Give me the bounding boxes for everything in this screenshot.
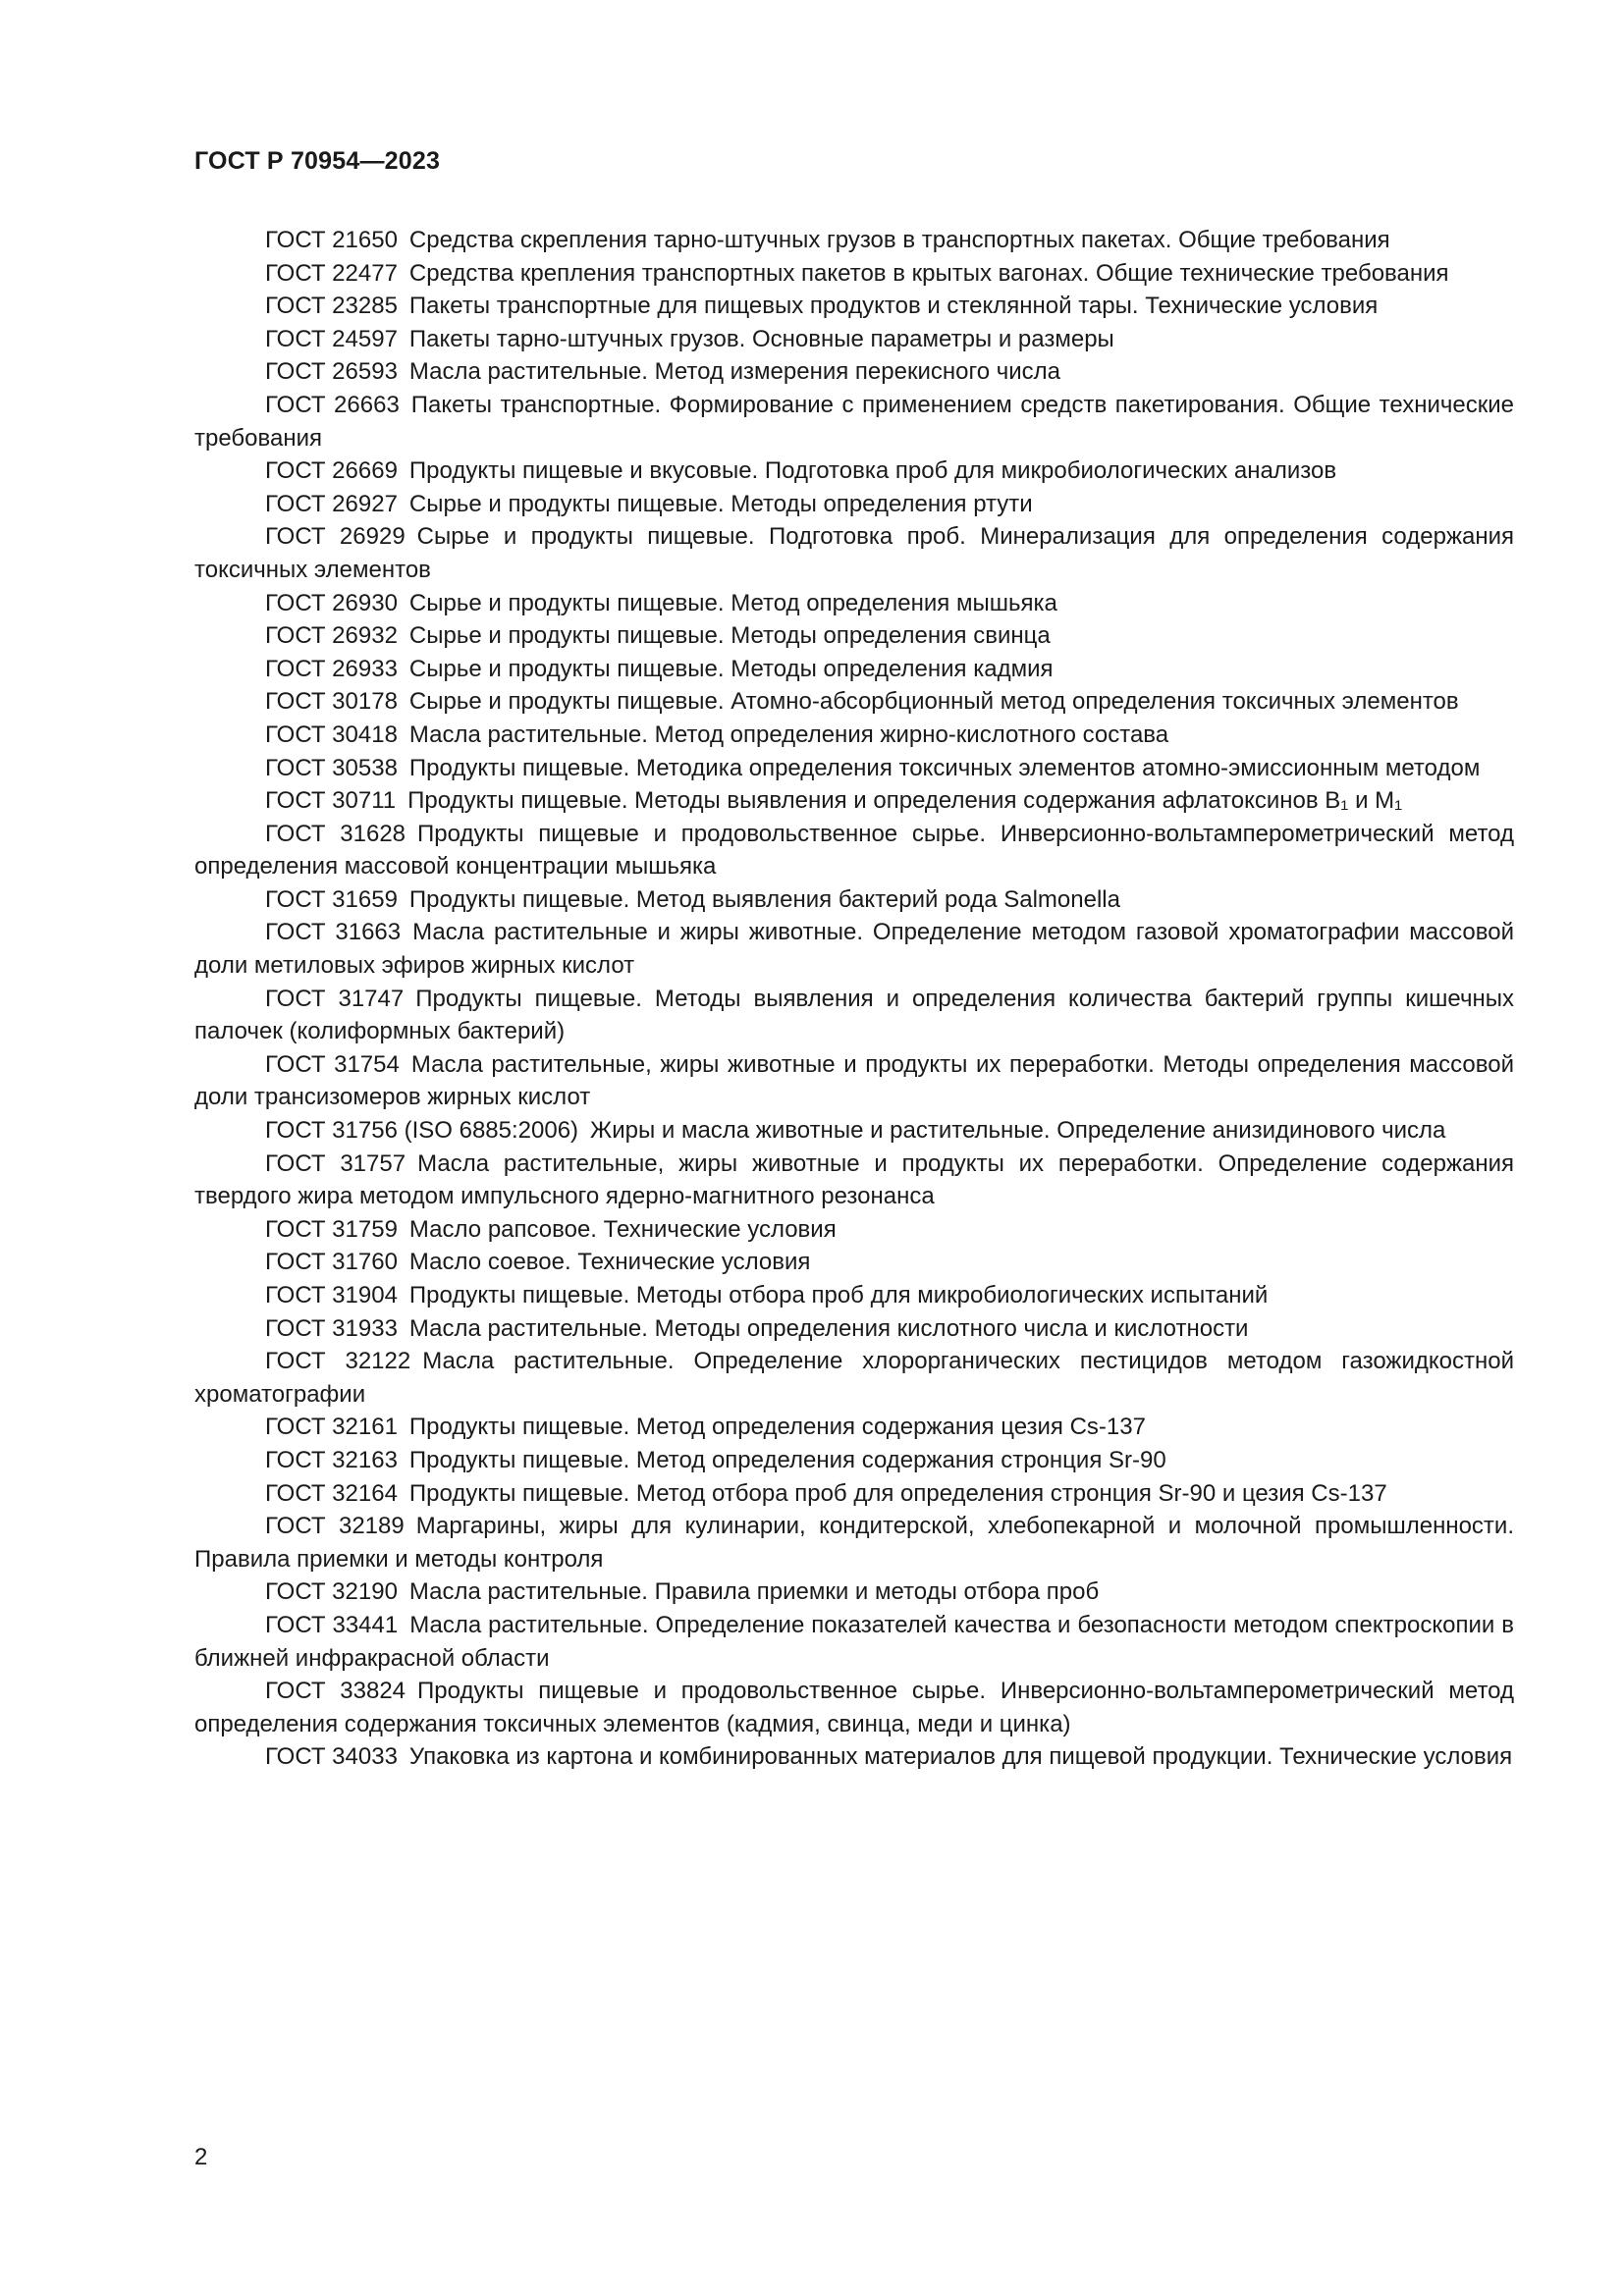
reference-entry: [194, 587, 1514, 620]
reference-entry: [194, 1114, 1514, 1148]
reference-code: ГОСТ 26932: [265, 622, 398, 650]
reference-title: Сырье и продукты пищевые. Атомно-абсорбционный метод определения токсичных элементов: [408, 688, 1459, 716]
reference-entry: [194, 1148, 1514, 1213]
reference-entry: [194, 1740, 1514, 1774]
reference-code: ГОСТ 32190: [265, 1578, 398, 1606]
reference-code: ГОСТ 34033: [265, 1743, 398, 1771]
reference-title: Масла растительные. Метод определения жирно-кислотного состава: [408, 721, 1169, 748]
reference-entry: [194, 784, 1514, 818]
reference-title: Сырье и продукты пищевые. Методы определения ртути: [408, 490, 1033, 517]
reference-code: ГОСТ 31904: [265, 1282, 398, 1308]
reference-entry: [194, 1444, 1514, 1477]
reference-code: ГОСТ 31747: [265, 985, 405, 1012]
reference-entry: [194, 1345, 1514, 1411]
reference-code: ГОСТ 26927: [265, 490, 398, 517]
reference-title: Пакеты транспортные. Формирование с применением средств пакетирования. Общие технические требования: [194, 391, 1514, 452]
reference-entry: [194, 916, 1514, 982]
reference-title: Продукты пищевые. Методы выявления и определения содержания афлатоксинов B₁ и M₁: [407, 787, 1403, 815]
reference-entry: [194, 355, 1514, 389]
reference-entry: [194, 1279, 1514, 1312]
reference-code: ГОСТ 23285: [265, 293, 398, 320]
reference-entry: [194, 1510, 1514, 1575]
page-number: 2: [194, 2144, 208, 2170]
reference-title: Масла растительные. Определение хлорорганических пестицидов методом газожидкостной хроматографии: [194, 1348, 1515, 1408]
reference-title: Продукты пищевые. Методы выявления и определения количества бактерий группы кишечных палочек (колиформных бактерий): [194, 985, 1514, 1045]
reference-code: ГОСТ 32161: [265, 1414, 398, 1441]
reference-code: ГОСТ 31757: [265, 1149, 406, 1177]
reference-title: Продукты пищевые. Метод определения содержания цезия Cs-137: [408, 1414, 1146, 1441]
reference-entry: [194, 1609, 1514, 1675]
reference-code: ГОСТ 31756 (ISO 6885:2006): [265, 1117, 579, 1145]
normative-references-list: [194, 224, 1514, 1774]
reference-title: Продукты пищевые и продовольственное сырье. Инверсионно-вольтамперометрический метод определения содержания токсичных элементов (кадмия, свинца, меди и цинка): [194, 1678, 1514, 1737]
reference-code: ГОСТ 31628: [265, 820, 406, 847]
reference-code: ГОСТ 26669: [265, 457, 398, 485]
reference-title: Масло рапсовое. Технические условия: [408, 1215, 837, 1243]
reference-code: ГОСТ 22477: [265, 259, 398, 287]
reference-code: ГОСТ 26593: [265, 358, 398, 386]
reference-title: Продукты пищевые. Метод определения содержания стронция Sr-90: [408, 1446, 1166, 1473]
reference-entry: [194, 1477, 1514, 1511]
reference-title: Продукты пищевые. Метод выявления бактерий рода Salmonella: [408, 885, 1120, 913]
reference-code: ГОСТ 31754: [265, 1050, 400, 1078]
reference-code: ГОСТ 26930: [265, 589, 398, 616]
reference-title: Сырье и продукты пищевые. Методы определения кадмия: [408, 655, 1054, 682]
reference-code: ГОСТ 30418: [265, 721, 398, 748]
reference-title: Маргарины, жиры для кулинарии, кондитерской, хлебопекарной и молочной промышленности. Правила приемки и методы контроля: [194, 1513, 1514, 1573]
reference-title: Масла растительные. Метод измерения перекисного числа: [408, 358, 1060, 386]
reference-title: Средства скрепления тарно-штучных грузов в транспортных пакетах. Общие требования: [408, 227, 1390, 253]
reference-title: Пакеты транспортные для пищевых продуктов и стеклянной тары. Технические условия: [408, 293, 1379, 320]
reference-code: ГОСТ 31760: [265, 1249, 398, 1276]
reference-title: Средства крепления транспортных пакетов в крытых вагонах. Общие технические требования: [408, 259, 1449, 287]
reference-title: Продукты пищевые и продовольственное сырье. Инверсионно-вольтамперометрический метод определения массовой концентрации мышьяка: [194, 820, 1514, 881]
reference-code: ГОСТ 30538: [265, 754, 398, 781]
reference-entry: [194, 983, 1514, 1048]
reference-title: Продукты пищевые. Метод отбора проб для определения стронция Sr-90 и цезия Cs-137: [408, 1479, 1387, 1507]
reference-entry: [194, 1213, 1514, 1247]
reference-entry: [194, 685, 1514, 719]
reference-code: ГОСТ 32122: [265, 1348, 411, 1375]
reference-entry: [194, 1411, 1514, 1444]
reference-entry: [194, 1675, 1514, 1740]
reference-entry: [194, 323, 1514, 356]
reference-title: Масла растительные и жиры животные. Определение методом газовой хроматографии массовой доли метиловых эфиров жирных кислот: [194, 919, 1514, 980]
document-code-header: ГОСТ Р 70954—2023: [194, 147, 441, 175]
reference-title: Масла растительные. Определение показателей качества и безопасности методом спектроскопии в ближней инфракрасной области: [194, 1611, 1514, 1672]
reference-entry: [194, 1048, 1514, 1114]
reference-title: Масло соевое. Технические условия: [408, 1249, 811, 1276]
reference-title: Сырье и продукты пищевые. Метод определения мышьяка: [408, 589, 1057, 616]
reference-title: Масла растительные. Правила приемки и методы отбора проб: [408, 1578, 1100, 1606]
reference-title: Сырье и продукты пищевые. Методы определения свинца: [408, 622, 1051, 650]
reference-code: ГОСТ 26929: [265, 523, 406, 551]
reference-code: ГОСТ 24597: [265, 325, 398, 352]
reference-entry: [194, 719, 1514, 752]
reference-title: Упаковка из картона и комбинированных материалов для пищевой продукции. Технические условия: [408, 1743, 1513, 1771]
reference-code: ГОСТ 31933: [265, 1314, 398, 1342]
reference-title: Масла растительные, жиры животные и продукты их переработки. Методы определения массовой доли трансизомеров жирных кислот: [194, 1050, 1514, 1111]
reference-entry: [194, 752, 1514, 785]
reference-title: Продукты пищевые и вкусовые. Подготовка проб для микробиологических анализов: [408, 457, 1337, 485]
reference-entry: [194, 1246, 1514, 1279]
reference-entry: [194, 257, 1514, 291]
reference-code: ГОСТ 31663: [265, 919, 402, 946]
reference-title: Сырье и продукты пищевые. Подготовка проб. Минерализация для определения содержания токсичных элементов: [194, 523, 1514, 583]
reference-code: ГОСТ 26933: [265, 655, 398, 682]
reference-code: ГОСТ 30711: [265, 787, 397, 815]
reference-code: ГОСТ 31659: [265, 885, 398, 913]
reference-entry: [194, 653, 1514, 686]
reference-entry: [194, 619, 1514, 653]
reference-code: ГОСТ 21650: [265, 227, 398, 253]
reference-title: Масла растительные, жиры животные и продукты их переработки. Определение содержания твердого жира методом импульсного ядерно-магнитного резонанса: [194, 1149, 1514, 1210]
reference-entry: [194, 520, 1514, 586]
reference-code: ГОСТ 32189: [265, 1513, 405, 1540]
reference-code: ГОСТ 32163: [265, 1446, 398, 1473]
reference-entry: [194, 224, 1514, 257]
reference-title: Продукты пищевые. Методика определения токсичных элементов атомно-эмиссионным методом: [408, 754, 1481, 781]
reference-entry: [194, 1312, 1514, 1346]
reference-entry: [194, 290, 1514, 323]
reference-entry: [194, 883, 1514, 917]
reference-entry: [194, 389, 1514, 454]
reference-title: Масла растительные. Методы определения кислотного числа и кислотности: [408, 1314, 1249, 1342]
reference-entry: [194, 454, 1514, 488]
reference-entry: [194, 488, 1514, 521]
reference-code: ГОСТ 26663: [265, 391, 400, 418]
reference-code: ГОСТ 32164: [265, 1479, 398, 1507]
reference-code: ГОСТ 30178: [265, 688, 398, 716]
reference-code: ГОСТ 33441: [265, 1611, 399, 1638]
reference-title: Продукты пищевые. Методы отбора проб для микробиологических испытаний: [408, 1282, 1269, 1308]
reference-code: ГОСТ 33824: [265, 1678, 406, 1705]
reference-entry: [194, 1575, 1514, 1609]
reference-entry: [194, 818, 1514, 883]
reference-title: Жиры и масла животные и растительные. Определение анизидинового числа: [590, 1117, 1446, 1145]
reference-code: ГОСТ 31759: [265, 1215, 398, 1243]
reference-title: Пакеты тарно-штучных грузов. Основные параметры и размеры: [408, 325, 1114, 352]
